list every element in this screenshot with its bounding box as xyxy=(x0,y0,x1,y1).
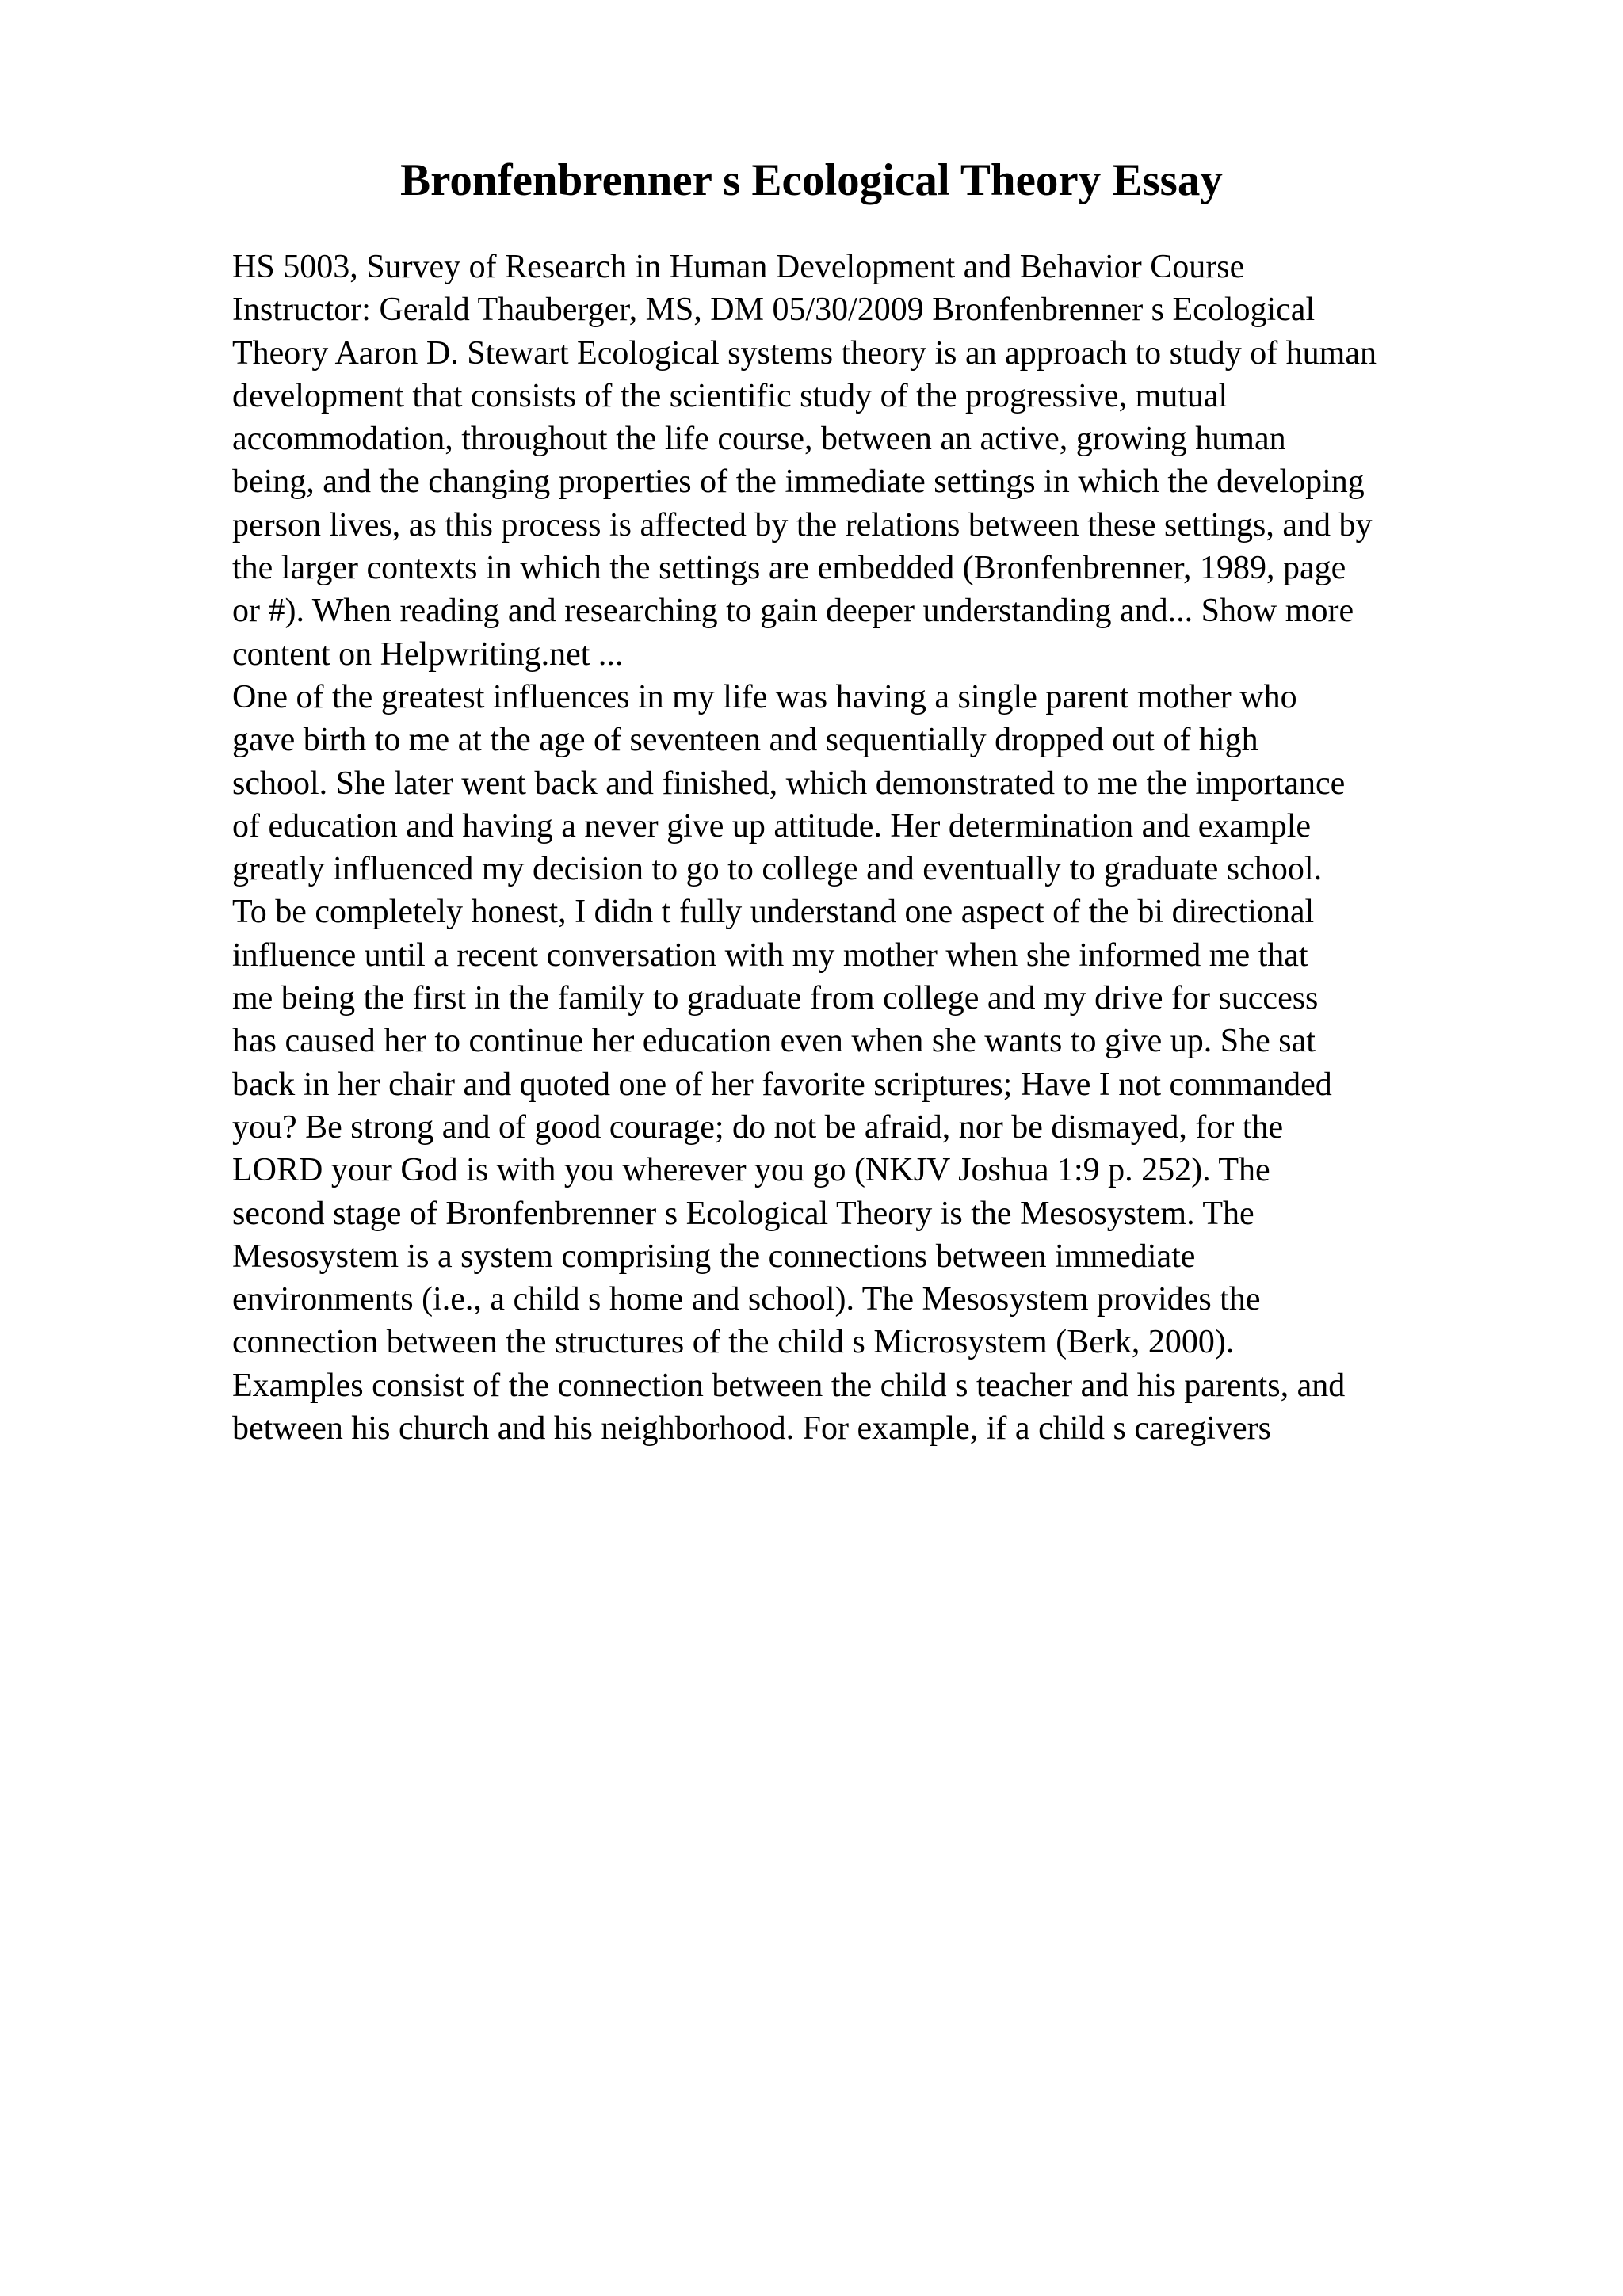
body-line: you? Be strong and of good courage; do not be afraid, nor be dismayed, for the xyxy=(232,1108,1284,1146)
body-line: has caused her to continue her education even when she wants to give up. She sat xyxy=(232,1023,1316,1060)
body-line: HS 5003, Survey of Research in Human Development and Behavior Course xyxy=(232,249,1245,285)
body-line: accommodation, throughout the life course, between an active, growing human xyxy=(232,421,1286,458)
body-line: person lives, as this process is affected by the relations between these settings, and by xyxy=(232,506,1373,543)
body-line: me being the first in the family to graduate from college and my drive for success xyxy=(232,980,1319,1017)
body-line: school. She later went back and finished, which demonstrated to me the importance xyxy=(232,765,1346,802)
body-line: To be completely honest, I didn t fully understand one aspect of the bi directional xyxy=(232,894,1315,931)
body-line: being, and the changing properties of the immediate settings in which the developing xyxy=(232,463,1365,501)
body-line: the larger contexts in which the settings are embedded (Bronfenbrenner, 1989, page xyxy=(232,550,1346,587)
body-line: Instructor: Gerald Thauberger, MS, DM 05/30/2009 Bronfenbrenner s Ecological xyxy=(232,292,1316,329)
body-line: content on Helpwriting.net ... xyxy=(232,635,624,673)
body-line: Examples consist of the connection between the child s teacher and his parents, and xyxy=(232,1367,1346,1404)
document-body xyxy=(232,246,1595,1450)
document-title: Bronfenbrenner s Ecological Theory Essay xyxy=(400,155,1223,205)
body-line: gave birth to me at the age of seventeen and sequentially dropped out of high xyxy=(232,722,1258,759)
body-line: or #). When reading and researching to gain deeper understanding and... Show more xyxy=(232,593,1354,630)
body-line: One of the greatest influences in my life was having a single parent mother who xyxy=(232,678,1297,715)
body-line: development that consists of the scientific study of the progressive, mutual xyxy=(232,377,1228,414)
body-line: second stage of Bronfenbrenner s Ecological Theory is the Mesosystem. The xyxy=(232,1195,1254,1232)
body-line: Mesosystem is a system comprising the connections between immediate xyxy=(232,1238,1196,1275)
body-line: environments (i.e., a child s home and school). The Mesosystem provides the xyxy=(232,1281,1261,1318)
body-line: back in her chair and quoted one of her favorite scriptures; Have I not commanded xyxy=(232,1066,1332,1103)
body-line: between his church and his neighborhood. For example, if a child s caregivers xyxy=(232,1410,1271,1447)
body-line: LORD your God is with you wherever you go (NKJV Joshua 1:9 p. 252). The xyxy=(232,1152,1270,1189)
body-line: Theory Aaron D. Stewart Ecological systems theory is an approach to study of human xyxy=(232,334,1377,372)
body-line: greatly influenced my decision to go to college and eventually to graduate school. xyxy=(232,851,1323,888)
body-line: connection between the structures of the child s Microsystem (Berk, 2000). xyxy=(232,1324,1235,1361)
body-line: of education and having a never give up attitude. Her determination and example xyxy=(232,807,1312,845)
body-line: influence until a recent conversation with my mother when she informed me that xyxy=(232,936,1308,974)
